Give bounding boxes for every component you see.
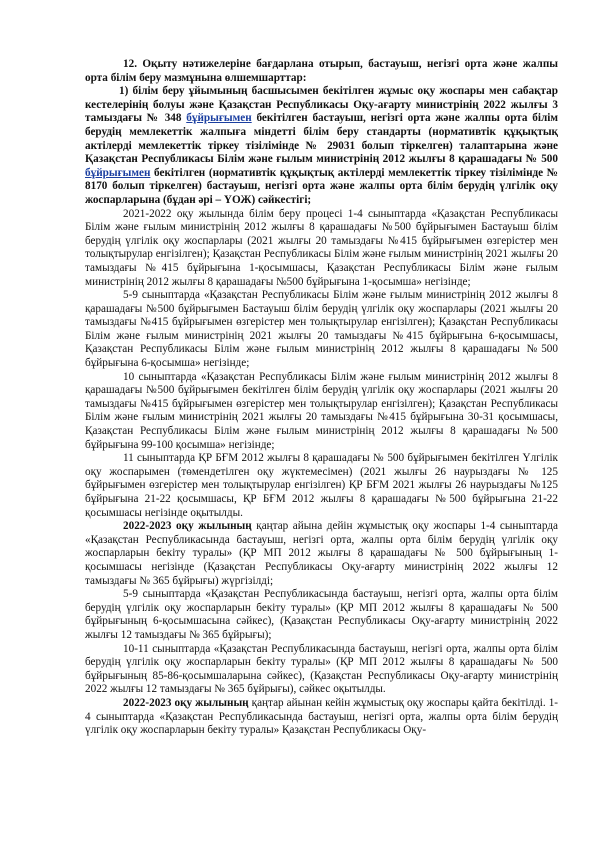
paragraph-2022-after-january — [85, 697, 558, 738]
order-link-500[interactable]: бұйрығымен — [85, 166, 151, 179]
paragraph-text: қаңтар айына дейін жұмыстық оқу жоспары 1-4 сыныптарда «Қазақстан Республикасында бастауыш, негізгі орта, жалпы орта білім берудің үлгілік оқу жоспарларын бекіту туралы» (ҚР МП 2012 жылғы 8 қарашадағы № 500 бұйрығының 1-қосымшасы негізінде (Қазақстан Республикасы Оқу-ағарту министрінің 2022 жылғы 12 тамыздағы № 365 бұйрығы) жүргізілді; — [85, 520, 558, 587]
paragraph-2022-before-january — [85, 520, 558, 588]
item1-suffix: бекітілген (нормативтік құқықтық актілерді мемлекеттік тіркеу тізілімінде № 8170 болып тіркелген) бастауыш, негізгі орта және жалпы орта білім берудің үлгілік оқу жоспарларына (бұдан әрі – ҮОЖ) сәйкестігі; — [85, 166, 558, 206]
section-heading — [85, 58, 558, 85]
order-link-348[interactable]: бұйрығымен — [186, 112, 252, 125]
year-label: 2022-2023 оқу жылының — [123, 696, 249, 709]
paragraph-2021-grades-1-4: 2021-2022 оқу жылында білім беру процесі 1-4 сыныптарда «Қазақстан Республикасы Білім және ғылым министрінің 2012 жылғы 8 қарашадағы №500 бұйрығымен Бастауыш білім берудің үлгілік оқу жоспарлары (2021 жылғы 20 тамыздағы №415 бұйрығымен өзгерістер мен толықтырулар енгізілген); Қазақстан Республикасы Білім және ғылым министрінің 2021 жылғы 20 тамыздағы №415 бұйрығына 1-қосымшасы, Қазақстан Республикасы Білім және ғылым министрінің 2012 жылғы 8 қарашадағы №500 бұйрығына 1-қосымша» негізінде; — [85, 207, 558, 288]
paragraph-2021-grade-11: 11 сыныптарда ҚР БҒМ 2012 жылғы 8 қарашадағы № 500 бұйрығымен бекітілген Үлгілік оқу жоспарымен (төмендетілген оқу жүктемесімен) (2021 жылғы 26 наурыздағы № 125 бұйрығымен өзгерістер мен толықтырулар енгізілген) ҚР БҒМ 2021 жылғы 26 наурыздағы №125 бұйрығына 21-22 қосымшасы, ҚР БҒМ 2012 жылғы 8 қарашадағы №500 бұйрығына 21-22 қосымшасы негізінде оқытылды. — [85, 452, 558, 519]
item1-mid: бекітілген бастауыш, негізгі орта және жалпы орта білім берудің мемлекеттік жалпыға міндетті білім беру стандарты (нормативтік құқықтық актілерді мемлекеттік тіркеу тізілімінде № 29031 болып тіркелген) талаптарына және Қазақстан Республикасы Білім және ғылым министрінің 2012 жылғы 8 қарашадағы № 500 — [85, 112, 558, 166]
paragraph-2021-grades-5-9: 5-9 сыныптарда «Қазақстан Республикасы Білім және ғылым министрінің 2012 жылғы 8 қарашадағы №500 бұйрығымен Бастауыш білім берудің үлгілік оқу жоспарлары (2021 жылғы 20 тамыздағы №415 бұйрығымен өзгерістер мен толықтырулар енгізілген); Қазақстан Республикасы Білім және ғылым министрінің 2021 жылғы 20 тамыздағы №415 бұйрығына 6-қосымшасы, Қазақстан Республикасы Білім және ғылым министрінің 2012 жылғы 8 қарашадағы №500 бұйрығына 6-қосымша» негізінде; — [85, 289, 558, 370]
paragraph-2022-grades-5-9: 5-9 сыныптарда «Қазақстан Республикасында бастауыш, негізгі орта, жалпы орта білім берудің үлгілік оқу жоспарларын бекіту туралы» (ҚР МП 2012 жылғы 8 қарашадағы № 500 бұйрығының 6-қосымшасына сәйкес), (Қазақстан Республикасы Оқу-ағарту министрінің 2022 жылғы 12 тамыздағы № 365 бұйрығы); — [85, 588, 558, 641]
item1-prefix: 1) білім беру ұйымының басшысымен бекітілген жұмыс оқу жоспары мен сабақтар кестелерінің болуы және Қазақстан Республикасы Оқу-ағарту министрінің 2022 жылғы 3 тамыздағы № 348 — [85, 85, 558, 125]
paragraph-text: қаңтар айынан кейін жұмыстық оқу жоспары қайта бекітілді. 1-4 сыныптарда «Қазақстан Республикасында бастауыш, негізгі орта, жалпы орта білім берудің үлгілік оқу жоспарларын бекіту туралы» Қазақстан Республикасы Оқу- — [85, 696, 559, 737]
criterion-item-1 — [85, 85, 558, 207]
document-page — [85, 58, 558, 738]
paragraph-2021-grade-10: 10 сыныптарда «Қазақстан Республикасы Білім және ғылым министрінің 2012 жылғы 8 қарашадағы №500 бұйрығымен бекітілген білім берудің үлгілік оқу жоспарлары (2021 жылғы 20 тамыздағы №415 бұйрығымен өзгерістер мен толықтырулар енгізілген); Қазақстан Республикасы Білім және ғылым министрінің 2021 жылғы 20 тамыздағы №415 бұйрығына 30-31 қосымшасы, Қазақстан Республикасы Білім және ғылым министрінің 2012 жылғы 8 қарашадағы №500 бұйрығына 99-100 қосымша» негізінде; — [85, 370, 558, 451]
heading-number: 12. — [123, 58, 137, 70]
paragraph-2022-grades-10-11: 10-11 сыныптарда «Қазақстан Республикасында бастауыш, негізгі орта, жалпы орта білім берудің үлгілік оқу жоспарларын бекіту туралы» (ҚР МП 2012 жылғы 8 қарашадағы № 500 бұйрығының 85-86-қосымшаларына сәйкес), (Қазақстан Республикасы Оқу-ағарту министрінің 2022 жылғы 12 тамыздағы № 365 бұйрығы), сәйкес оқытылды. — [85, 642, 558, 696]
year-label: 2022-2023 оқу жылының — [123, 520, 252, 533]
heading-text: Оқыту нәтижелеріне бағдарлана отырып, бастауыш, негізгі орта және жалпы орта білім беру мазмұнына өлшемшарттар: — [85, 58, 558, 84]
